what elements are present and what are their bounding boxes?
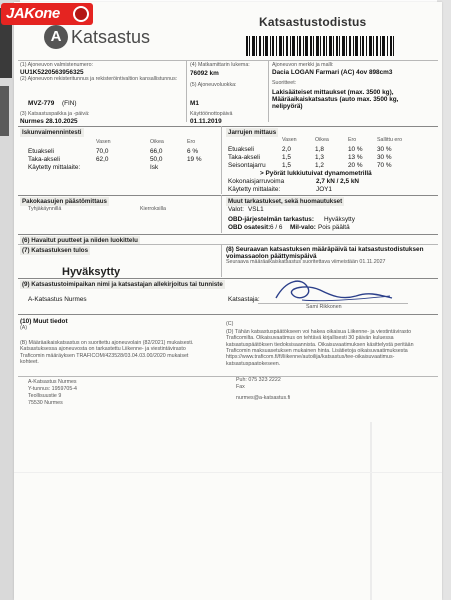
emissions-idle: Tyhjäkäynnillä bbox=[28, 206, 62, 212]
dyno-note: > Pyörät lukkiutuivat dynamometrillä bbox=[260, 170, 372, 177]
emissions-title: Pakokaasujen päästömittaus bbox=[22, 198, 107, 205]
brake-row-label: Seisontajarru bbox=[228, 162, 266, 169]
footer-city: 75530 Nurmes bbox=[28, 400, 63, 406]
footer-company: A-Katsastus Nurmes bbox=[28, 379, 77, 385]
defects-title: (6) Havaitut puutteet ja niiden luokittelu bbox=[22, 237, 138, 244]
other-checks-title: Muut tarkastukset, sekä huomautukset bbox=[228, 198, 343, 205]
rating-line-3: nelipyörä) bbox=[272, 103, 303, 110]
footer-ytunnus: Y-tunnus: 1959705-4 bbox=[28, 386, 77, 392]
shock-device-label: Käytetty mittalaite: bbox=[28, 164, 81, 171]
brake-row-left: 2,0 bbox=[282, 146, 291, 153]
shock-test-title: Iskunvaimennintesti bbox=[22, 129, 82, 136]
inspection-certificate bbox=[14, 2, 442, 600]
registration-value: MVZ-779 bbox=[28, 100, 55, 107]
footer-phone: Puh: 075 323 2222 bbox=[236, 377, 281, 383]
inspector-signature bbox=[272, 274, 402, 308]
result-value: Hyväksytty bbox=[62, 266, 121, 278]
brake-row-left: 1,5 bbox=[282, 154, 291, 161]
jakone-text: JAKone bbox=[6, 5, 60, 22]
shock-row-right: 50,0 bbox=[150, 156, 163, 163]
shock-row-label: Taka-akseli bbox=[28, 156, 60, 163]
shock-col-right: Oikea bbox=[150, 139, 164, 145]
brake-device-label: Käytetty mittalaite: bbox=[228, 186, 281, 193]
note-a: (A) bbox=[20, 325, 28, 331]
shock-device-value: Isk bbox=[150, 164, 159, 171]
obd-value: Hyväksytty bbox=[324, 216, 355, 223]
shock-row-diff: 19 % bbox=[187, 156, 202, 163]
brake-row-allowed: 30 % bbox=[377, 154, 392, 161]
brake-row-diff: 10 % bbox=[348, 146, 363, 153]
brake-row-label: Etuakseli bbox=[228, 146, 254, 153]
brake-test-title: Jarrujen mittaus bbox=[228, 129, 277, 136]
jakone-watermark-logo bbox=[1, 3, 93, 25]
lights-value: VSL1 bbox=[248, 206, 264, 213]
a-logo-icon: A bbox=[44, 25, 68, 49]
obd-label: OBD-järjestelmän tarkastus: bbox=[228, 216, 314, 223]
shock-row-left: 70,0 bbox=[96, 148, 109, 155]
barcode bbox=[246, 36, 394, 56]
brake-row-left: 1,5 bbox=[282, 162, 291, 169]
logo-text: Katsastus bbox=[71, 27, 151, 47]
brake-col-diff: Ero bbox=[348, 137, 357, 143]
footer-street: Teollisuustie 9 bbox=[28, 393, 62, 399]
vin-value: UU1K5220563956325 bbox=[20, 69, 84, 76]
obd-items-label: OBD osatesit: bbox=[228, 224, 271, 231]
odometer-value: 76092 km bbox=[190, 70, 219, 77]
shock-col-left: Vasen bbox=[96, 139, 111, 145]
document-title: Katsastustodistus bbox=[259, 15, 367, 29]
shock-row-left: 62,0 bbox=[96, 156, 109, 163]
rating-line-1: Lakisääteiset mittaukset (max. 3500 kg), bbox=[272, 89, 394, 96]
note-b: (B) Määräaikaiskatsastus on suoritettu ajoneuvolain (82/2021) mukaisesti. Katsastuksessa ajoneuvosta on tarkastettu Liikenne- ja viestintävirasto Traficomin määräyksen TRAFICOM/423528/03.04.03.00/2020 mukaiset kohteet. bbox=[20, 340, 194, 366]
station-name: A-Katsastus Nurmes bbox=[28, 296, 87, 303]
brake-col-allowed: Sallittu ero bbox=[377, 137, 403, 143]
rating-label: Suoritteet: bbox=[272, 80, 297, 86]
registration-label: (2) Ajoneuvon rekisteritunnus ja rekisteröintivaltion kansallistunnus: bbox=[20, 76, 178, 82]
inspector-label: Katsastaja: bbox=[228, 296, 260, 303]
brake-col-left: Vasen bbox=[282, 137, 297, 143]
shock-row-label: Etuakseli bbox=[28, 148, 54, 155]
vin-label: (1) Ajoneuvon valmistenumero: bbox=[20, 62, 94, 68]
footer-email: nurmes@a-katsastus.fi bbox=[236, 395, 291, 401]
place-date-label: (3) Katsastuspaikka ja -päivä: bbox=[20, 111, 90, 117]
lights-label: Valot: bbox=[228, 206, 244, 213]
make-value: Dacia LOGAN Farmari (AC) 4ov 898cm3 bbox=[272, 69, 393, 76]
other-info-title: (10) Muut tiedot bbox=[20, 318, 68, 325]
mil-label: Mil-valo: bbox=[290, 224, 316, 231]
shock-col-diff: Ero bbox=[187, 139, 196, 145]
brake-row-allowed: 30 % bbox=[377, 146, 392, 153]
brake-row-label: Taka-akseli bbox=[228, 154, 260, 161]
brake-col-right: Oikea bbox=[315, 137, 329, 143]
brake-row-right: 1,2 bbox=[315, 162, 324, 169]
brake-row-right: 1,3 bbox=[315, 154, 324, 161]
shock-row-right: 66,0 bbox=[150, 148, 163, 155]
brake-row-diff: 13 % bbox=[348, 154, 363, 161]
signature-title: (9) Katsastustoimipaikan nimi ja katsastajan allekirjoitus tai tunniste bbox=[22, 281, 223, 288]
brake-row-diff: 20 % bbox=[348, 162, 363, 169]
odometer-label: (4) Matkamittarin lukema: bbox=[190, 62, 250, 68]
first-use-label: Käyttöönottopäivä bbox=[190, 111, 233, 117]
registration-country: (FIN) bbox=[62, 100, 77, 107]
place-date-value: Nurmes 28.10.2025 bbox=[20, 118, 78, 125]
result-title: (7) Katsastuksen tulos bbox=[22, 247, 89, 254]
note-d: (D) Tähän katsastuspäätökseen voi hakea oikaisua Liikenne- ja viestintävirasto Traficomilta. Oikaisuvaatimus on tehtävä kirjallisesti 30 päivän kuluessa katsastuspäätöksen tiedoksisaannista. Oikaisuvaatimuksen käsittelystä peritään Traficomin maksuasetuksen mukainen hinta. Lisätietoja oikaisuvaatimuksesta https://www.traficom.fi/fi/liikenne/autoilija/katsastus/tee-oikaisuvaatimus-katsastuspaatokeseen. bbox=[226, 329, 414, 367]
footer-fax: Fax bbox=[236, 384, 245, 390]
obd-items-value: 6 / 6 bbox=[270, 224, 283, 231]
note-c: (C) bbox=[226, 321, 234, 327]
next-inspection-title: (8) Seuraavan katsastuksen määräpäivä tai katsastustodistuksen voimassaolon päättymispäivä bbox=[226, 246, 424, 261]
emissions-rpm: Kierroksilla bbox=[140, 206, 166, 212]
brake-row-allowed: 70 % bbox=[377, 162, 392, 169]
total-brake-label: Kokonaisjarruvoima bbox=[228, 178, 285, 185]
class-value: M1 bbox=[190, 100, 199, 107]
rating-line-2: Määräaikaiskatsastus (auto max. 3500 kg, bbox=[272, 96, 399, 103]
inspector-name: Sami Rikkonen bbox=[306, 304, 342, 310]
brake-row-right: 1,8 bbox=[315, 146, 324, 153]
jakone-ring-icon bbox=[73, 6, 89, 22]
mil-value: Pois päältä bbox=[318, 224, 350, 231]
brake-device-value: JOY1 bbox=[316, 186, 332, 193]
total-brake-value: 2,7 kN / 2,5 kN bbox=[316, 178, 359, 185]
class-label: (5) Ajoneuvoluokka: bbox=[190, 82, 237, 88]
first-use-value: 01.11.2019 bbox=[190, 118, 222, 125]
shock-row-diff: 6 % bbox=[187, 148, 199, 155]
next-inspection-note: Seuraava määräaikaiskatsastus suoritettava viimeistään 01.11.2027 bbox=[226, 259, 386, 265]
make-label: Ajoneuvon merkki ja malli: bbox=[272, 62, 334, 68]
